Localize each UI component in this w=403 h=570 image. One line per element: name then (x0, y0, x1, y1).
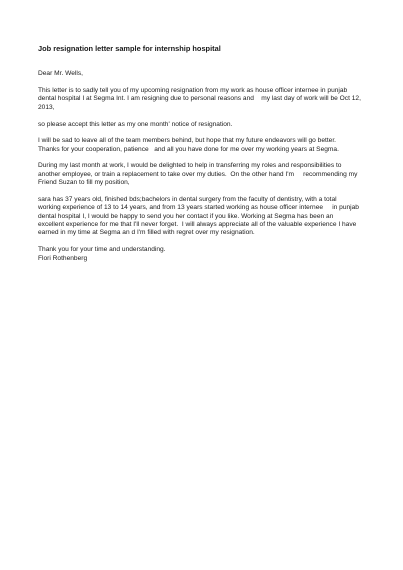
paragraph-line: working experience of 13 to 14 years, and from 13 years started working as house officer internee in punjab (38, 204, 359, 212)
salutation-line: Dear Mr. Wells, (38, 70, 83, 77)
paragraph-line: earned in my time at Segma an d I'm filled with regret over my resignation. (38, 229, 255, 237)
paragraph-line: another employee, or train a replacement to take over my duties. On the other hand I'm recommending my (38, 170, 358, 178)
paragraph-line: dental hospital I at Segma Int. I am resigning due to personal reasons and my last day of work will be Oct 12, (38, 95, 361, 103)
paragraph-line: Thanks for your cooperation, patience and all you have done for me over my working years at Segma. (38, 145, 339, 153)
letter-body (38, 44, 370, 271)
paragraph-line: sara has 37 years old, finished bds;bachelors in dental surgery from the faculty of dentistry, with a total (38, 195, 337, 203)
paragraph-resignation-notice (38, 87, 370, 112)
paragraph-accept-notice (38, 121, 370, 129)
paragraph-transition-help (38, 162, 370, 187)
paragraph-recommendation (38, 196, 370, 238)
signature-name: Flori Rothenberg (38, 254, 88, 262)
closing-line: Thank you for your time and understanding. (38, 246, 166, 254)
paragraph-line: During my last month at work, I would be delighted to help in transferring my roles and responsibilities to (38, 162, 342, 170)
paragraph-line: I will be sad to leave all of the team members behind, but hope that my future endeavors will go better. (38, 137, 336, 145)
paragraph-line: This letter is to sadly tell you of my upcoming resignation from my work as house officer internee in punjab (38, 87, 348, 94)
paragraph-line: so please accept this letter as my one month' notice of resignation. (38, 120, 233, 128)
paragraph-line: Friend Suzan to fill my position, (38, 179, 130, 187)
document-title: Job resignation letter sample for internship hospital (38, 44, 221, 53)
paragraph-line: 2013, (38, 103, 55, 111)
paragraph-line: dental hospital I, I would be happy to send you her contact if you like. Working at Segma has been an (38, 212, 334, 220)
paragraph-thanks-team (38, 137, 370, 154)
closing-signature (38, 246, 370, 263)
paragraph-line: excellent experience for me that I'll never forget. I will always appreciate all of the valuable experience I have (38, 221, 357, 229)
salutation (38, 70, 370, 78)
